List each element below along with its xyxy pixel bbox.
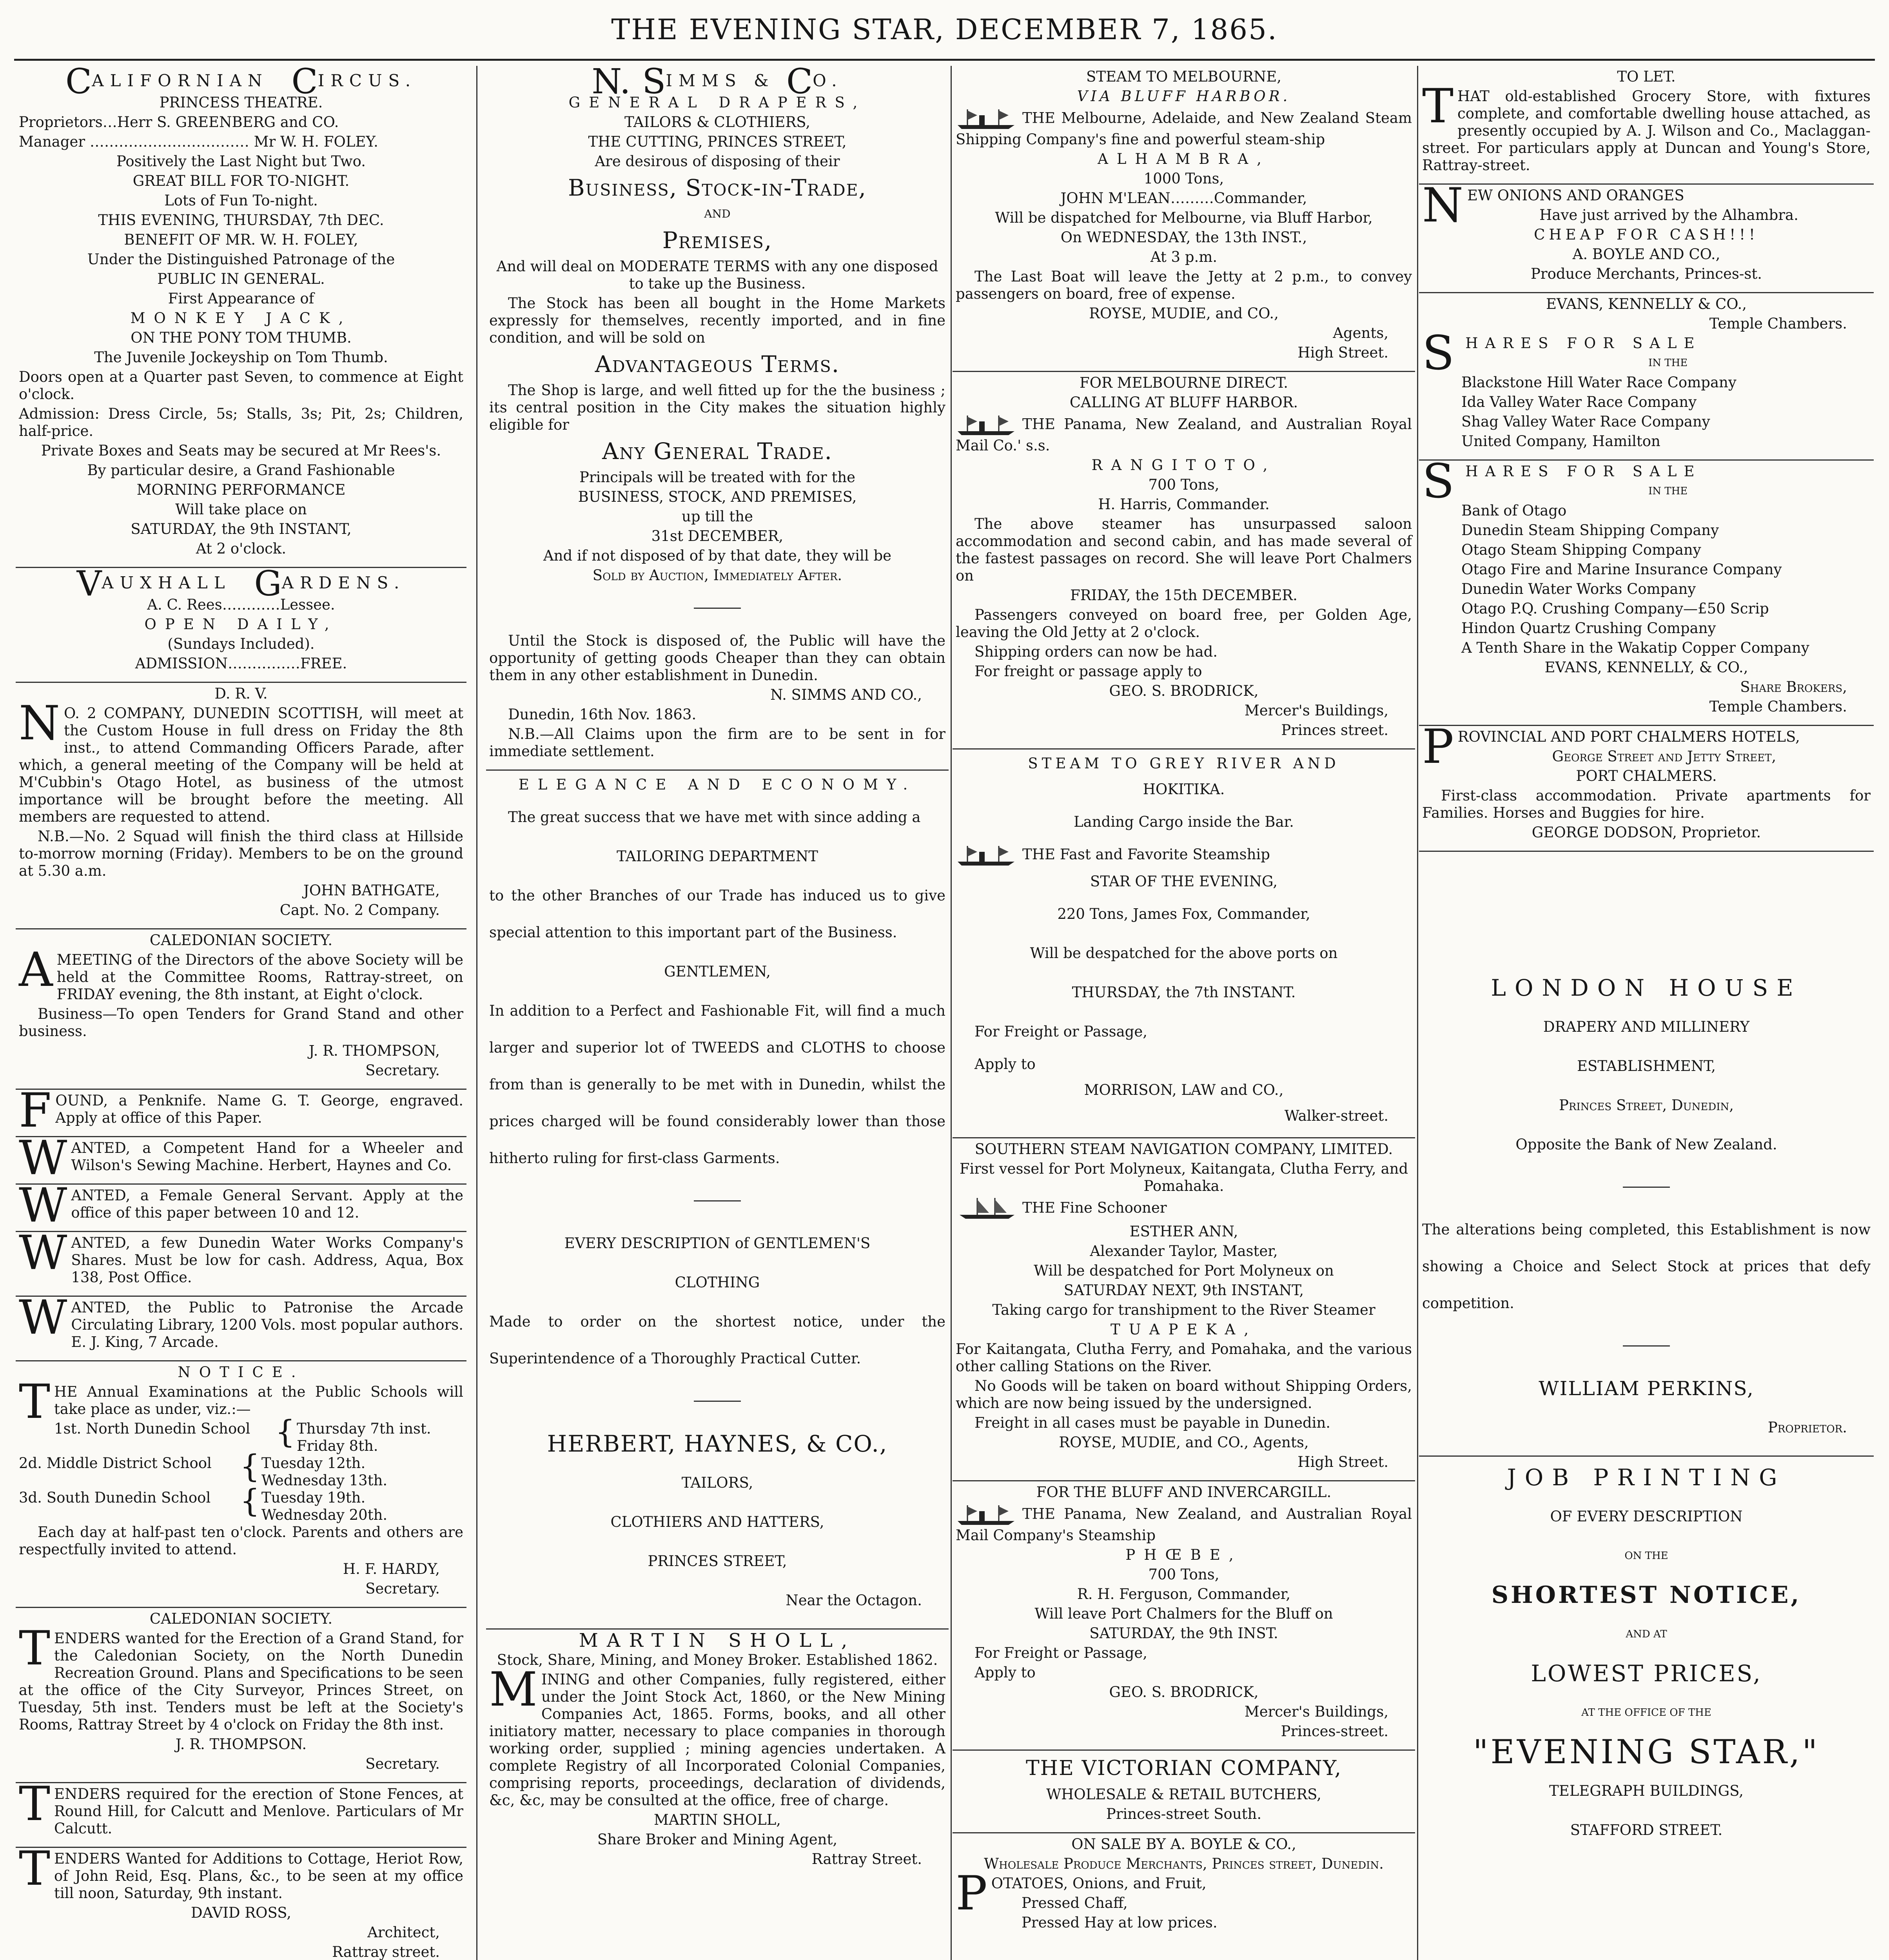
ad-line: 700 Tons, [1148, 476, 1219, 493]
ad-body: Each day at half-past ten o'clock. Parents and others are respectfully invited to attend. [19, 1524, 463, 1558]
ad-notice-examinations [16, 1361, 466, 1608]
ad-title: STEAM TO MELBOURNE, [1086, 68, 1282, 85]
ad-wanted [16, 1178, 466, 1233]
ad-victorian-company [953, 1751, 1415, 1833]
ad-line: GENERAL DRAPERS, [568, 94, 866, 111]
list-item: Otago Steam Shipping Company [1461, 541, 1701, 558]
ad-line: First Appearance of [168, 290, 314, 307]
ad-line: PRINCES STREET, [648, 1553, 787, 1570]
signature: Capt. No. 2 Company. [279, 902, 440, 918]
signature: Walker-street. [1284, 1107, 1388, 1124]
ad-title: FOR MELBOURNE DIRECT. [1080, 374, 1288, 391]
ad-body: TENDERS Wanted for Additions to Cottage, Heriot Row, of John Reid, Esq. Plans, &c., to be seen at my office till noon, Saturday, 9th instant. [19, 1842, 463, 1902]
ad-martin-sholl [486, 1630, 949, 1877]
ad-title: HOKITIKA. [1143, 781, 1225, 798]
signature: Agents, [1333, 325, 1388, 341]
ad-line: up till the [681, 508, 753, 525]
signature: High Street. [1297, 1453, 1388, 1470]
ad-line: CHEAP FOR CASH!!! [1534, 226, 1759, 243]
ad-line: OPEN DAILY, [144, 616, 338, 633]
ad-line: Principals will be treated with for the [579, 469, 856, 486]
signature: Proprietor. [1767, 1419, 1847, 1436]
ship-name: ALHAMBRA, [1098, 151, 1270, 167]
ad-display-line: "EVENING STAR," [1473, 1733, 1820, 1771]
ad-title: CALEDONIAN SOCIETY. [149, 932, 333, 949]
signature: MARTIN SHOLL, [653, 1811, 781, 1828]
ad-body: THE Fast and Favorite Steamship [1022, 846, 1270, 863]
ad-line: For Freight or Passage, [974, 1644, 1148, 1661]
ad-line: The Juvenile Jockeyship on Tom Thumb. [94, 349, 388, 366]
ad-line: TAILORS, [681, 1474, 753, 1491]
ad-line: DRAPERY AND MILLINERY [1543, 1018, 1750, 1035]
ad-body: N.B.—No. 2 Squad will finish the third class at Hillside to-morrow morning (Friday). Members to be on the ground at 5.30 a.m. [19, 828, 463, 879]
ad-line: ON THE [1624, 1550, 1668, 1562]
ad-drv [16, 683, 466, 929]
list-item: Otago P.Q. Crushing Company—£50 Scrip [1461, 600, 1769, 617]
ad-line: Temple Chambers. [1709, 315, 1847, 332]
column-1 [16, 66, 466, 1960]
ad-body: The alterations being completed, this Establishment is now showing a Choice and Select Stock at prices that defy competition. [1422, 1221, 1871, 1312]
ad-line: PORT CHALMERS. [1576, 768, 1717, 784]
ad-body: to the other Branches of our Trade has induced us to give special attention to this important part of the Business. [489, 887, 945, 941]
ad-line: Will be despatched for the above ports on [1030, 944, 1338, 962]
ad-line: SATURDAY, the 9th INSTANT, [131, 521, 352, 537]
ad-vauxhall-gardens [16, 563, 466, 683]
ad-to-let [1419, 66, 1874, 185]
ad-line: Landing Cargo inside the Bar. [1074, 813, 1294, 830]
ad-london-house [1419, 852, 1874, 1457]
ad-body: First-class accommodation. Private apartments for Families. Horses and Buggies for hire. [1422, 787, 1871, 821]
ad-line: Admission: Dress Circle, 5s; Stalls, 3s; Pit, 2s; Children, half-price. [19, 405, 463, 439]
ad-line: Lots of Fun To-night. [164, 192, 318, 209]
column-4 [1419, 66, 1874, 1960]
ad-wanted [16, 1226, 466, 1297]
ship-name: ESTHER ANN, [1129, 1223, 1238, 1240]
ad-body: The above steamer has unsurpassed saloon accommodation and second cabin, and has made several of the fastest passages on record. She will leave Port Chalmers on [956, 515, 1412, 584]
ad-body: WANTED, a Competent Hand for a Wheeler and Wilson's Sewing Machine. Herbert, Haynes and Co. [19, 1131, 463, 1185]
ad-subtitle: VIA BLUFF HARBOR. [1077, 88, 1291, 105]
ad-subtitle: CALLING AT BLUFF HARBOR. [1069, 394, 1298, 411]
steamship-icon [956, 107, 1018, 131]
ad-line: OF EVERY DESCRIPTION [1550, 1508, 1743, 1525]
ad-body: MINING and other Companies, fully registered, either under the Joint Stock Act, 1860, or the New Mining Companies Act, 1865. Forms, books, and all other initiatory matter, necessary to place companies in thorough working order, supplied ; mining agencies undertaken. A complete Registry of all Incorporated Colonial Companies, comprising reports, proceedings, declaration of dividends, &c, &c, may be consulted at the office, free of charge. [489, 1662, 945, 1809]
ad-display-line: JOB PRINTING [1507, 1464, 1786, 1491]
ad-body: Made to order on the shortest notice, under the Superintendence of a Thoroughly Practical Cutter. [489, 1313, 945, 1367]
exam-row: 3d. South Dunedin School { Tuesday 19th. Wednesday 20th. [19, 1483, 388, 1523]
signature: Secretary. [365, 1062, 440, 1079]
signature: GEO. S. BRODRICK, [1109, 1683, 1259, 1700]
ad-display-line: LOWEST PRICES, [1531, 1660, 1762, 1687]
ad-boyle-sale [953, 1833, 1415, 1941]
ad-title: TO LET. [1617, 68, 1676, 85]
signature: Princes street. [1281, 722, 1388, 739]
ad-line: ON THE PONY TOM THUMB. [131, 329, 352, 346]
divider [694, 608, 741, 609]
signature: Rattray street. [332, 1944, 440, 1960]
ad-line: SATURDAY NEXT, 9th INSTANT, [1063, 1281, 1304, 1299]
ad-display-line: LONDON HOUSE [1491, 975, 1802, 1001]
ad-line: THURSDAY, the 7th INSTANT. [1072, 984, 1296, 1001]
signature: Share Broker and Mining Agent, [597, 1831, 838, 1848]
ad-line: GREAT BILL FOR TO-NIGHT. [132, 172, 350, 189]
ad-line: Sold by Auction, Immediately After. [592, 567, 842, 584]
ad-line: TAILORS & CLOTHIERS, [624, 114, 810, 131]
ad-line: Princes Street, Dunedin, [1559, 1097, 1734, 1114]
masthead: THE EVENING STAR, DECEMBER 7, 1865. [611, 13, 1278, 46]
ad-line: EVERY DESCRIPTION of GENTLEMEN'S [564, 1235, 871, 1252]
ad-line: Princes-street South. [1106, 1805, 1262, 1822]
ad-line: Will take place on [175, 501, 307, 518]
ad-line: Will be despatched for Port Molyneux on [1034, 1262, 1334, 1279]
ad-line: Apply to [974, 1055, 1036, 1073]
signature: DAVID ROSS, [191, 1904, 291, 1921]
ad-shares-for-sale [1419, 454, 1874, 726]
ad-line: At 3 p.m. [1150, 249, 1218, 265]
column-3 [953, 66, 1415, 1960]
ad-line: Shipping orders can now be had. [974, 643, 1218, 660]
signature: Secretary. [365, 1580, 440, 1597]
ad-body: THE Panama, New Zealand, and Australian Royal Mail Company's Steamship [956, 1505, 1412, 1544]
ad-body: The Stock has been all bought in the Home Markets expressly for themselves, recently imported, and in fine condition, and will be sold on [489, 295, 945, 346]
ad-line: TAILORING DEPARTMENT [617, 848, 818, 865]
ad-line: Opposite the Bank of New Zealand. [1515, 1136, 1777, 1153]
ad-title: CALEDONIAN SOCIETY. [149, 1610, 333, 1627]
signature: GEORGE DODSON, Proprietor. [1532, 824, 1761, 841]
signature: Temple Chambers. [1709, 698, 1847, 715]
column-2 [486, 66, 949, 1960]
ad-melbourne-direct [953, 372, 1415, 750]
ad-body: THE Melbourne, Adelaide, and New Zealand Steam Shipping Company's fine and powerful steam-ship [956, 109, 1412, 148]
ad-line: Alexander Taylor, Master, [1090, 1242, 1278, 1259]
ad-body: TENDERS required for the erection of Stone Fences, at Round Hill, for Calcutt and Menlove. Particulars of Mr Calcutt. [19, 1777, 463, 1837]
ad-display-line: WILLIAM PERKINS, [1539, 1377, 1754, 1400]
ad-display-line: Premises, [662, 227, 773, 254]
ad-southern-steam [953, 1138, 1415, 1481]
list-item: Dunedin Steam Shipping Company [1461, 522, 1719, 539]
list-item: Otago Fire and Marine Insurance Company [1461, 561, 1782, 578]
venue: PRINCESS THEATRE. [159, 94, 323, 111]
ad-line: CLOTHIERS AND HATTERS, [610, 1514, 824, 1530]
list-item: Blackstone Hill Water Race Company [1461, 374, 1737, 391]
ship-name: RANGITOTO, [1091, 457, 1276, 474]
ad-line: FRIDAY, the 15th DECEMBER. [1070, 587, 1297, 604]
exam-row: 2d. Middle District School { Tuesday 12th. Wednesday 13th. [19, 1448, 388, 1489]
ad-caledonian-meeting [16, 929, 466, 1090]
ad-line: JOHN M'LEAN………Commander, [1060, 190, 1307, 207]
ad-body: NO. 2 COMPANY, DUNEDIN SCOTTISH, will meet at the Custom House in full dress on Friday the 8th inst., to attend Commanding Officers Parade, after which, a general meeting of the Company will be held at M'Cubbin's Otago Hotel, as business of the utmost importance will be brought before the meeting. All members are requested to attend. [19, 696, 463, 825]
ad-title: SHARES FOR SALE [1422, 326, 1702, 381]
steamship-icon [956, 1503, 1018, 1527]
signature: Architect, [367, 1924, 440, 1941]
ad-line: Under the Distinguished Patronage of the [87, 251, 395, 268]
schooner-icon [956, 1197, 1018, 1221]
ad-line: Apply to [974, 1664, 1036, 1681]
list-item: A Tenth Share in the Wakatip Copper Company [1461, 639, 1809, 656]
ad-line: At 2 o'clock. [196, 540, 287, 557]
ad-line: 700 Tons, [1148, 1566, 1219, 1583]
ad-caledonian-tenders [16, 1608, 466, 1783]
ad-tenders-cottage [16, 1842, 466, 1960]
ad-line: Have just arrived by the Alhambra. [1539, 207, 1798, 223]
ad-line: (Sundays Included). [167, 635, 315, 652]
column-divider [476, 66, 477, 1960]
ad-line: GENTLEMEN, [664, 963, 771, 980]
ad-line: THIS EVENING, THURSDAY, 7th DEC. [98, 212, 384, 229]
ad-bluff-invercargill [953, 1481, 1415, 1751]
ad-line: 220 Tons, James Fox, Commander, [1057, 905, 1310, 922]
ad-line: R. H. Ferguson, Commander, [1077, 1585, 1291, 1602]
ad-title: D. R. V. [214, 685, 268, 702]
signature: Mercer's Buildings, [1244, 1703, 1388, 1720]
ship-name: PHŒBE, [1125, 1546, 1242, 1563]
signature: H. F. HARDY, [343, 1561, 440, 1577]
ad-body: The great success that we have met with since adding a [508, 809, 921, 826]
ad-line: Pressed Chaff, [1022, 1894, 1128, 1911]
signature: JOHN BATHGATE, [303, 882, 440, 899]
signature: Rattray Street. [811, 1851, 922, 1867]
ad-found [16, 1083, 466, 1138]
signature: Princes-street. [1281, 1722, 1388, 1740]
ad-display-line: Advantageous Terms. [595, 351, 840, 377]
ad-body: THE Fine Schooner [1022, 1199, 1167, 1216]
signature: A. BOYLE AND CO., [1572, 246, 1720, 263]
ad-body: WANTED, the Public to Patronise the Arcade Circulating Library, 1200 Vols. most popular authors. E. J. King, 7 Arcade. [19, 1290, 463, 1350]
manager: Manager …………………………… Mr W. H. FOLEY. [19, 133, 378, 150]
ship-name: STAR OF THE EVENING, [1090, 873, 1277, 890]
ad-line: AT THE OFFICE OF THE [1581, 1707, 1711, 1719]
ad-title: SHARES FOR SALE [1422, 454, 1702, 509]
ad-line: And will deal on MODERATE TERMS with any one disposed to take up the Business. [496, 258, 938, 292]
ad-wanted [16, 1290, 466, 1361]
ad-simms [486, 66, 949, 771]
ad-line: THE CUTTING, PRINCES STREET, [588, 133, 847, 150]
ad-elegance-economy [486, 771, 949, 1630]
proprietors: Proprietors…Herr S. GREENBERG and CO. [19, 114, 339, 131]
divider [694, 1401, 741, 1402]
signature: J. R. THOMPSON, [308, 1042, 440, 1059]
ship-name: TUAPEKA, [1111, 1321, 1257, 1338]
ad-body: No Goods will be taken on board without Shipping Orders, which are now being issued by the undersigned. [956, 1377, 1412, 1412]
ad-line: Doors open at a Quarter past Seven, to commence at Eight o'clock. [19, 368, 463, 403]
ad-body: WANTED, a few Dunedin Water Works Company's Shares. Must be low for cash. Address, Aqua, Box 138, Post Office. [19, 1226, 463, 1286]
ad-line: ADMISSION……………FREE. [135, 655, 347, 672]
ad-line: IN THE [1648, 485, 1688, 497]
signature: MORRISON, LAW and CO., [1084, 1081, 1284, 1098]
steamship-icon [956, 414, 1018, 437]
ad-display-line: HERBERT, HAYNES, & CO., [547, 1430, 888, 1457]
divider [1623, 1345, 1670, 1347]
ad-line: H. Harris, Commander. [1098, 496, 1270, 513]
ad-body: N.B.—All Claims upon the firm are to be sent in for immediate settlement. [489, 726, 945, 760]
ad-line: IN THE [1648, 357, 1688, 369]
ad-body: POTATOES, Onions, and Fruit, [956, 1866, 1207, 1921]
signature: High Street. [1297, 344, 1388, 361]
ad-line: SATURDAY, the 9th INST. [1089, 1624, 1278, 1642]
ad-title: VAUXHALL GARDENS. [76, 563, 406, 604]
signature: EVANS, KENNELLY, & CO., [1544, 659, 1748, 676]
list-item: Bank of Otago [1461, 502, 1567, 519]
ad-provincial-hotels [1419, 720, 1874, 852]
ad-body: TENDERS wanted for the Erection of a Grand Stand, for the Caledonian Society, on the North Dunedin Recreation Ground. Plans and Specifications to be seen at the office of the City Surveyor, Princes Street, on Tuesday, 5th inst. Tenders must be left at the Society's Rooms, Rattray Street by 4 o'clock on Friday the 8th inst. [19, 1621, 463, 1733]
ad-line: ESTABLISHMENT, [1577, 1058, 1716, 1074]
ad-grey-river [953, 750, 1415, 1138]
ad-new-onions [1419, 178, 1874, 293]
ad-body: FOUND, a Penknife. Name G. T. George, engraved. Apply at office of this Paper. [19, 1083, 463, 1138]
ad-display-line: SHORTEST NOTICE, [1491, 1581, 1802, 1609]
ad-line: Wholesale Produce Merchants, Princes street, Dunedin. [984, 1855, 1384, 1872]
ad-body: For Kaitangata, Clutha Ferry, and Pomahaka, and the various other calling Stations on the River. [956, 1340, 1412, 1375]
ad-title: CALIFORNIAN CIRCUS. [65, 66, 417, 102]
ad-line: Private Boxes and Seats may be secured at Mr Rees's. [41, 442, 441, 459]
ad-title: SOUTHERN STEAM NAVIGATION COMPANY, LIMITED. [974, 1140, 1393, 1158]
steamship-icon [956, 844, 1018, 867]
ad-line: Are desirous of disposing of their [595, 153, 840, 170]
ad-body: WANTED, a Female General Servant. Apply at the office of this paper between 10 and 12. [19, 1178, 463, 1233]
signature: Mercer's Buildings, [1244, 702, 1388, 719]
ad-line: By particular desire, a Grand Fashionable [87, 462, 395, 479]
ad-line: MONKEY JACK, [130, 310, 352, 327]
list-item: Hindon Quartz Crushing Company [1461, 620, 1716, 637]
ad-line: STAFFORD STREET. [1570, 1822, 1723, 1838]
ad-line: BUSINESS, STOCK, AND PREMISES, [578, 488, 857, 505]
ad-line: And if not disposed of by that date, they will be [543, 547, 892, 564]
ad-line: For freight or passage apply to [974, 663, 1202, 680]
ad-line: 1000 Tons, [1143, 170, 1224, 187]
ad-californian-circus [16, 66, 466, 568]
signature: Share Brokers, [1740, 679, 1847, 695]
ad-line: Positively the Last Night but Two. [116, 153, 366, 170]
column-divider [951, 66, 952, 1960]
signature: ROYSE, MUDIE, and CO., Agents, [1059, 1434, 1309, 1451]
ad-display-line: THE VICTORIAN COMPANY, [1025, 1756, 1342, 1780]
list-item: Shag Valley Water Race Company [1461, 413, 1710, 430]
signature: Secretary. [365, 1755, 440, 1772]
ad-line: Will leave Port Chalmers for the Bluff on [1034, 1605, 1333, 1622]
ad-body: The Shop is large, and well fitted up for the the business ; its central position in the City makes the situation highly eligible for [489, 382, 945, 433]
ad-line: Taking cargo for transhipment to the River Steamer [992, 1301, 1375, 1318]
ad-line: WHOLESALE & RETAIL BUTCHERS, [1046, 1786, 1321, 1803]
column-divider [1417, 66, 1418, 1960]
list-item: Ida Valley Water Race Company [1461, 394, 1697, 410]
ad-title: FOR THE BLUFF AND INVERCARGILL. [1036, 1483, 1332, 1501]
signature: N. SIMMS AND CO., [770, 686, 922, 703]
signature: J. R. THOMPSON. [175, 1736, 307, 1753]
ad-line: BENEFIT OF MR. W. H. FOLEY, [124, 231, 358, 248]
ad-line: AND AT [1626, 1628, 1667, 1640]
ad-line: PUBLIC IN GENERAL. [157, 270, 325, 287]
top-rule [14, 59, 1875, 61]
ad-body: THE Panama, New Zealand, and Australian Royal Mail Co.' s.s. [956, 416, 1412, 454]
list-item: Dunedin Water Works Company [1461, 581, 1696, 597]
ad-display-line: Business, Stock-in-Trade, [568, 174, 867, 201]
ad-title: N. SIMMS & CO. [592, 66, 843, 102]
ad-title: NOTICE. [178, 1364, 305, 1381]
ad-line: Near the Octagon. [786, 1592, 922, 1609]
ad-title: ELEGANCE AND ECONOMY. [518, 776, 916, 793]
date: Dunedin, 16th Nov. 1863. [508, 706, 697, 723]
ad-job-printing [1419, 1457, 1874, 1858]
ad-tenders [16, 1777, 466, 1848]
ad-line: Will be dispatched for Melbourne, via Bluff Harbor, [995, 209, 1373, 226]
ad-line: George Street and Jetty Street, [1552, 748, 1776, 765]
ad-title: MARTIN SHOLL, [579, 1630, 856, 1651]
ad-title: STEAM TO GREY RIVER AND [1028, 755, 1340, 772]
exam-row: 1st. North Dunedin School { Thursday 7th inst. Friday 8th. [54, 1414, 431, 1454]
ad-title: PROVINCIAL AND PORT CHALMERS HOTELS, [1422, 720, 1800, 774]
lessee: A. C. Rees…………Lessee. [147, 596, 335, 613]
divider [694, 1200, 741, 1201]
ad-line: AND [704, 207, 731, 220]
ad-body: Until the Stock is disposed of, the Public will have the opportunity of getting goods Cheaper than they can obtain them in any other establishment in Dunedin. [489, 632, 945, 684]
ad-wanted [16, 1131, 466, 1185]
ad-body: THE Annual Examinations at the Public Schools will take place as under, viz.:— [19, 1375, 463, 1429]
ad-title: ON SALE BY A. BOYLE & CO., [1071, 1835, 1296, 1853]
ad-body: AMEETING of the Directors of the above Society will be held at the Committee Rooms, Rattray-street, on FRIDAY evening, the 8th instant, at Eight o'clock. [19, 943, 463, 1003]
signature: ROYSE, MUDIE, and CO., [1089, 305, 1279, 322]
ad-line: For Freight or Passage, [974, 1023, 1148, 1040]
ad-line: EVANS, KENNELLY & CO., [1546, 296, 1747, 312]
ad-body: Passengers conveyed on board free, per Golden Age, leaving the Old Jetty at 2 o'clock. [956, 606, 1412, 641]
ad-display-line: Any General Trade. [602, 438, 833, 465]
ad-body: Business—To open Tenders for Grand Stand and other business. [19, 1005, 463, 1040]
ad-line: CLOTHING [675, 1274, 760, 1291]
list-item: United Company, Hamilton [1461, 433, 1660, 450]
divider [1623, 1187, 1670, 1188]
ad-line: MORNING PERFORMANCE [136, 481, 346, 498]
ad-body: In addition to a Perfect and Fashionable Fit, will find a much larger and superior lot of TWEEDS and CLOTHS to choose from than is generally to be met with in Dunedin, whilst the prices charged will be found considerably lower than those hitherto ruling for first-class Garments. [489, 1002, 945, 1167]
ad-body: THAT old-established Grocery Store, with fixtures complete, and comfortable dwelling house attached, as presently occupied by A. J. Wilson and Co., Maclaggan-street. For particulars apply at Duncan and Young's Store, Rattray-street. [1422, 79, 1871, 174]
ad-line: Pressed Hay at low prices. [1022, 1914, 1218, 1931]
signature: Produce Merchants, Princes-st. [1530, 265, 1762, 282]
ad-line: On WEDNESDAY, the 13th INST., [1060, 229, 1307, 246]
ad-body: Freight in all cases must be payable in Dunedin. [974, 1414, 1331, 1431]
ad-body: The Last Boat will leave the Jetty at 2 p.m., to convey passengers on board, free of expense. [956, 268, 1412, 302]
ad-title: NEW ONIONS AND ORANGES [1422, 178, 1684, 233]
ad-line: Stock, Share, Mining, and Money Broker. Established 1862. [497, 1651, 938, 1668]
ad-line: 31st DECEMBER, [651, 528, 784, 544]
ad-line: TELEGRAPH BUILDINGS, [1549, 1782, 1744, 1799]
ad-steam-to-melbourne [953, 66, 1415, 372]
ad-shares-for-sale [1419, 293, 1874, 461]
ad-line: First vessel for Port Molyneux, Kaitangata, Clutha Ferry, and Pomahaka. [959, 1160, 1408, 1194]
signature: GEO. S. BRODRICK, [1109, 682, 1259, 699]
